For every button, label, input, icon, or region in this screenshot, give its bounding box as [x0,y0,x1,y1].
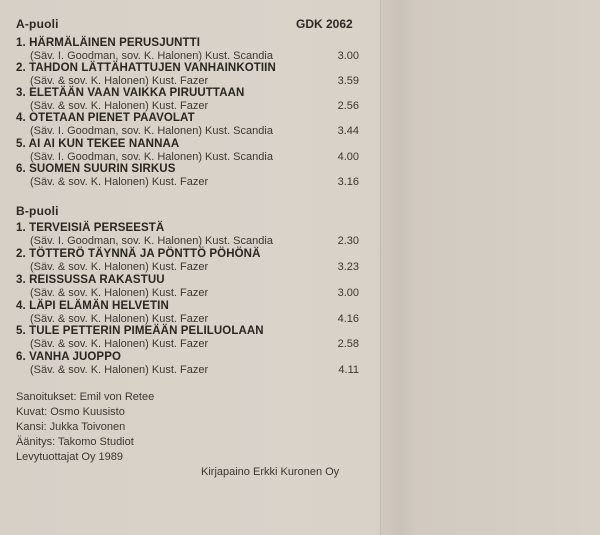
track-title: 6. VANHA JUOPPO [16,351,122,363]
track-credit: (Säv. & sov. K. Halonen) Kust. Fazer [30,100,209,112]
lyrics-credit: Sanoitukset: Emil von Retee [16,391,155,403]
right-panel [414,0,600,535]
printer-credit: Kirjapaino Erkki Kuronen Oy [201,466,340,478]
track-credit: (Säv. I. Goodman, sov. K. Halonen) Kust. Scandia [30,151,273,163]
track-title: 4. OTETAAN PIENET PAAVOLAT [16,112,195,124]
track-time: 3.59 [337,75,359,87]
track-time: 3.16 [337,176,359,188]
track-item [16,37,359,65]
track-item [16,87,359,115]
track-time: 4.00 [337,151,359,163]
track-title: 3. REISSUSSA RAKASTUU [16,274,165,286]
catalog-number: GDK 2062 [296,17,353,31]
track-item [16,274,359,302]
track-title: 2. TAHDON LÄTTÄHATTUJEN VANHAINKOTIIN [16,62,276,74]
track-title: 5. AI AI KUN TEKEE NANNAA [16,138,180,150]
track-time: 2.30 [337,235,359,247]
track-time: 3.23 [337,261,359,273]
track-item [16,62,359,90]
photos-credit: Kuvat: Osmo Kuusisto [16,406,125,418]
track-credit: (Säv. & sov. K. Halonen) Kust. Fazer [30,313,209,325]
track-item [16,248,359,276]
track-time: 2.58 [337,338,359,350]
track-credit: (Säv. & sov. K. Halonen) Kust. Fazer [30,261,209,273]
track-time: 3.00 [337,50,359,62]
track-title: 2. TÖTTERÖ TÄYNNÄ JA PÖNTTÖ PÖHÖNÄ [16,248,261,260]
track-item [16,112,359,140]
track-credit: (Säv. I. Goodman, sov. K. Halonen) Kust. Scandia [30,50,273,62]
track-item [16,163,359,191]
track-credit: (Säv. I. Goodman, sov. K. Halonen) Kust. Scandia [30,125,273,137]
track-credit: (Säv. & sov. K. Halonen) Kust. Fazer [30,338,209,350]
track-credit: (Säv. & sov. K. Halonen) Kust. Fazer [30,75,209,87]
track-time: 4.16 [337,313,359,325]
track-item [16,325,359,353]
side-b-title: B-puoli [16,204,59,218]
track-time: 3.44 [337,125,359,137]
track-time: 2.56 [337,100,359,112]
track-title: 1. HÄRMÄLÄINEN PERUSJUNTTI [16,37,201,49]
track-title: 5. TULE PETTERIN PIMEÄÄN PELILUOLAAN [16,325,264,337]
label-credit: Levytuottajat Oy 1989 [16,451,124,463]
track-time: 3.00 [337,287,359,299]
track-time: 4.11 [338,364,359,376]
side-a-title: A-puoli [16,17,59,31]
track-item [16,300,359,328]
track-item [16,222,359,250]
track-credit: (Säv. I. Goodman, sov. K. Halonen) Kust. Scandia [30,235,273,247]
cover-credit: Kansi: Jukka Toivonen [16,421,126,433]
track-title: 3. ELETÄÄN VAAN VAIKKA PIRUUTTAAN [16,87,245,99]
fold-strip [380,0,415,535]
track-credit: (Säv. & sov. K. Halonen) Kust. Fazer [30,176,209,188]
recording-credit: Äänitys: Takomo Studiot [16,436,134,448]
track-item [16,138,359,166]
track-credit: (Säv. & sov. K. Halonen) Kust. Fazer [30,364,209,376]
track-title: 6. SUOMEN SUURIN SIRKUS [16,163,176,175]
track-title: 4. LÄPI ELÄMÄN HELVETIN [16,300,169,312]
track-credit: (Säv. & sov. K. Halonen) Kust. Fazer [30,287,209,299]
production-credits [16,390,154,465]
track-item [16,351,359,379]
track-title: 1. TERVEISIÄ PERSEESTÄ [16,222,165,234]
